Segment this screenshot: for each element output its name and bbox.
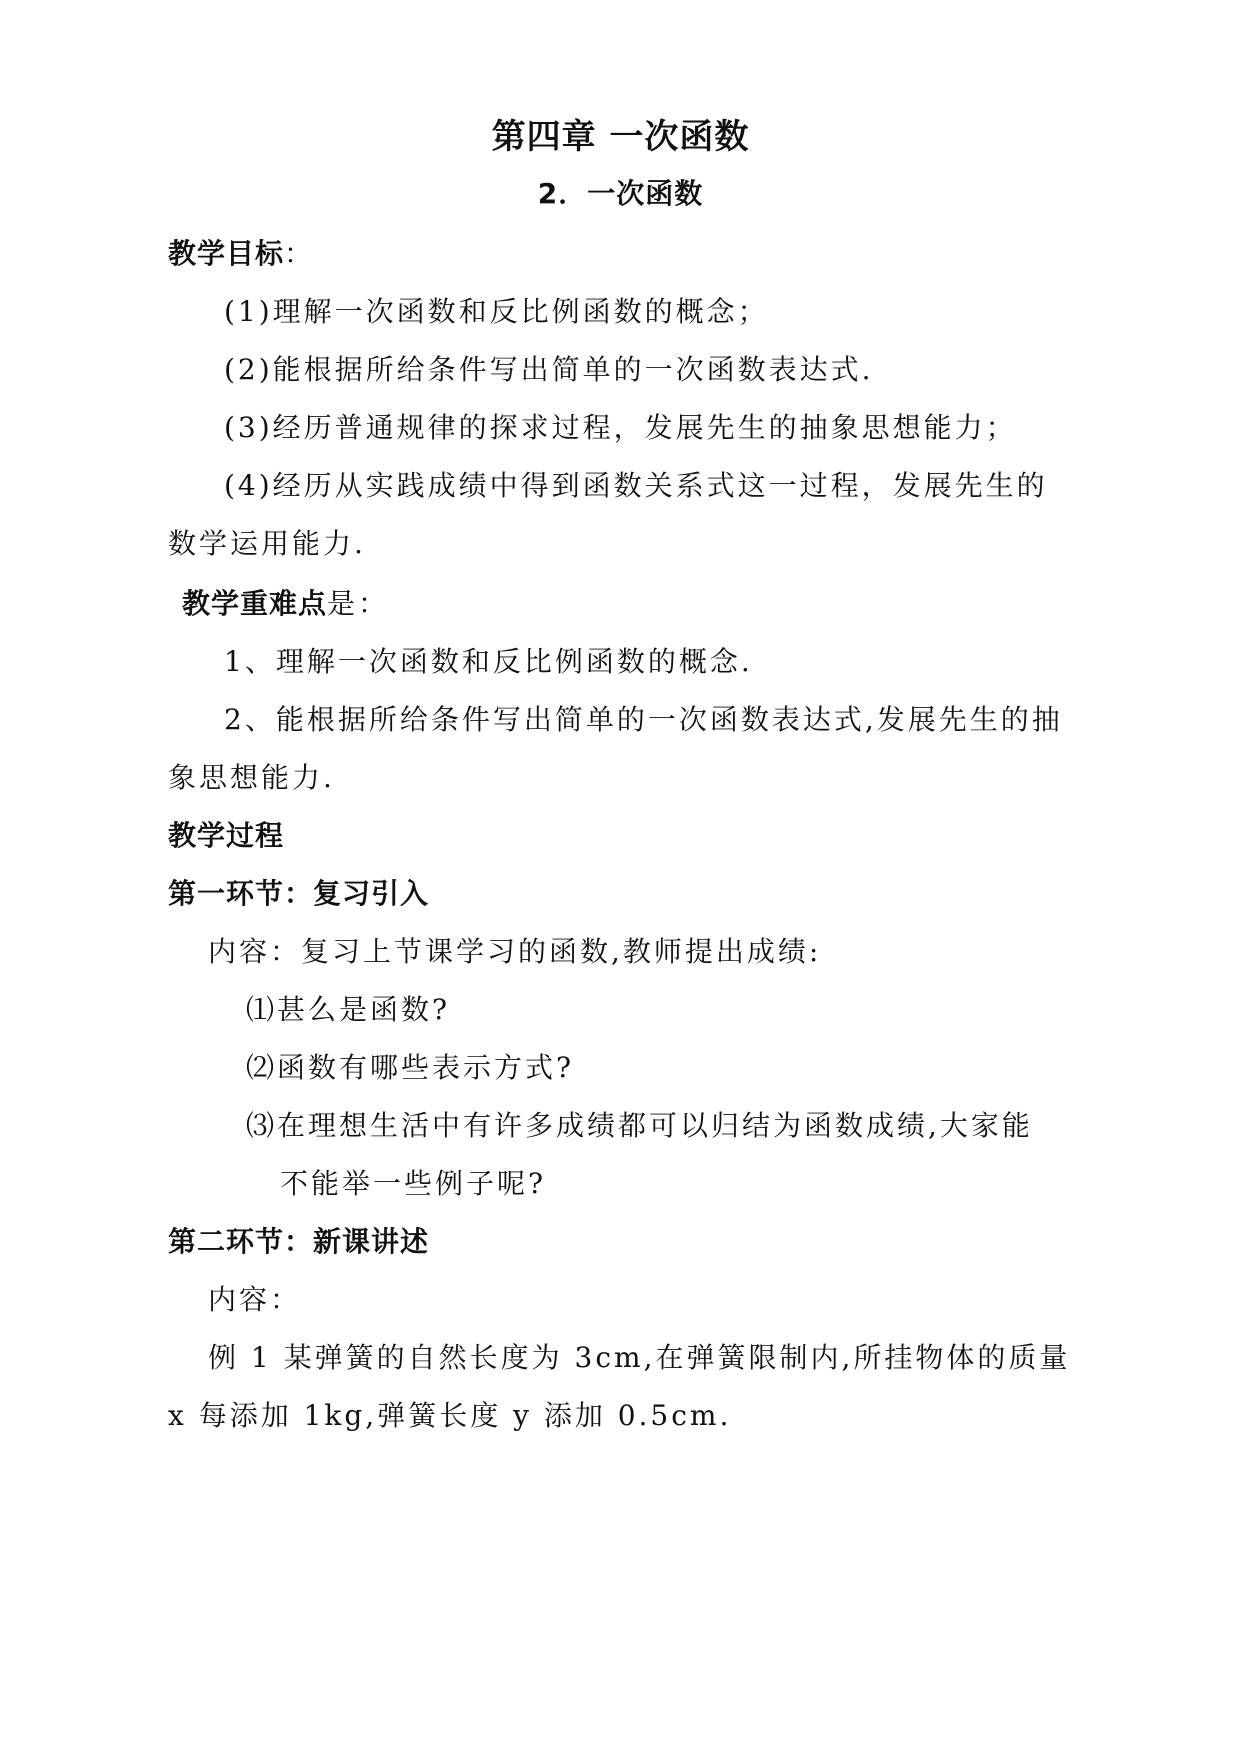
stage1-intro: 内容：复习上节课学习的函数,教师提出成绩: [208,935,822,968]
objective-item-4: (4)经历从实践成绩中得到函数关系式这一过程，发展先生的 [224,469,1048,502]
chapter-title: 第四章 一次函数 [491,117,750,157]
objective-item-3: (3)经历普通规律的探求过程，发展先生的抽象思想能力； [224,411,1017,444]
key-point-item-2: 2、能根据所给条件写出简单的一次函数表达式,发展先生的抽 [224,703,1063,736]
key-points-heading-suffix: 是： [327,587,390,620]
stage2-heading: 第二环节：新课讲述 [168,1225,430,1258]
key-points-heading-line [182,586,389,622]
stage1-heading: 第一环节：复习引入 [168,877,430,910]
key-point-item-1: 1、理解一次函数和反比例函数的概念. [224,645,753,678]
objectives-heading-suffix: ： [284,237,316,270]
process-heading: 教学过程 [168,819,285,852]
objectives-heading: 教学目标 [168,237,285,270]
example-line-1: 例 1 某弹簧的自然长度为 3cm,在弹簧限制内,所挂物体的质量 [208,1341,1071,1374]
objective-item-4-cont: 数学运用能力. [168,527,366,560]
stage1-question-3: ⑶在理想生活中有许多成绩都可以归结为函数成绩,大家能 [246,1109,1033,1142]
objectives-heading-line [168,236,315,272]
objective-item-2: (2)能根据所给条件写出简单的一次函数表达式. [224,353,874,386]
stage2-intro: 内容： [208,1283,302,1316]
stage1-question-1: ⑴甚么是函数? [246,993,451,1026]
stage1-question-2: ⑵函数有哪些表示方式? [246,1051,575,1084]
stage1-question-3-cont: 不能举一些例子呢? [280,1167,547,1200]
objective-item-1: (1)理解一次函数和反比例函数的概念； [224,295,769,328]
key-point-item-2-cont: 象思想能力. [168,761,335,794]
key-points-heading: 教学重难点 [182,587,328,620]
example-line-2: x 每添加 1kg,弹簧长度 y 添加 0.5cm. [168,1399,732,1432]
section-title: 2．一次函数 [537,177,704,210]
